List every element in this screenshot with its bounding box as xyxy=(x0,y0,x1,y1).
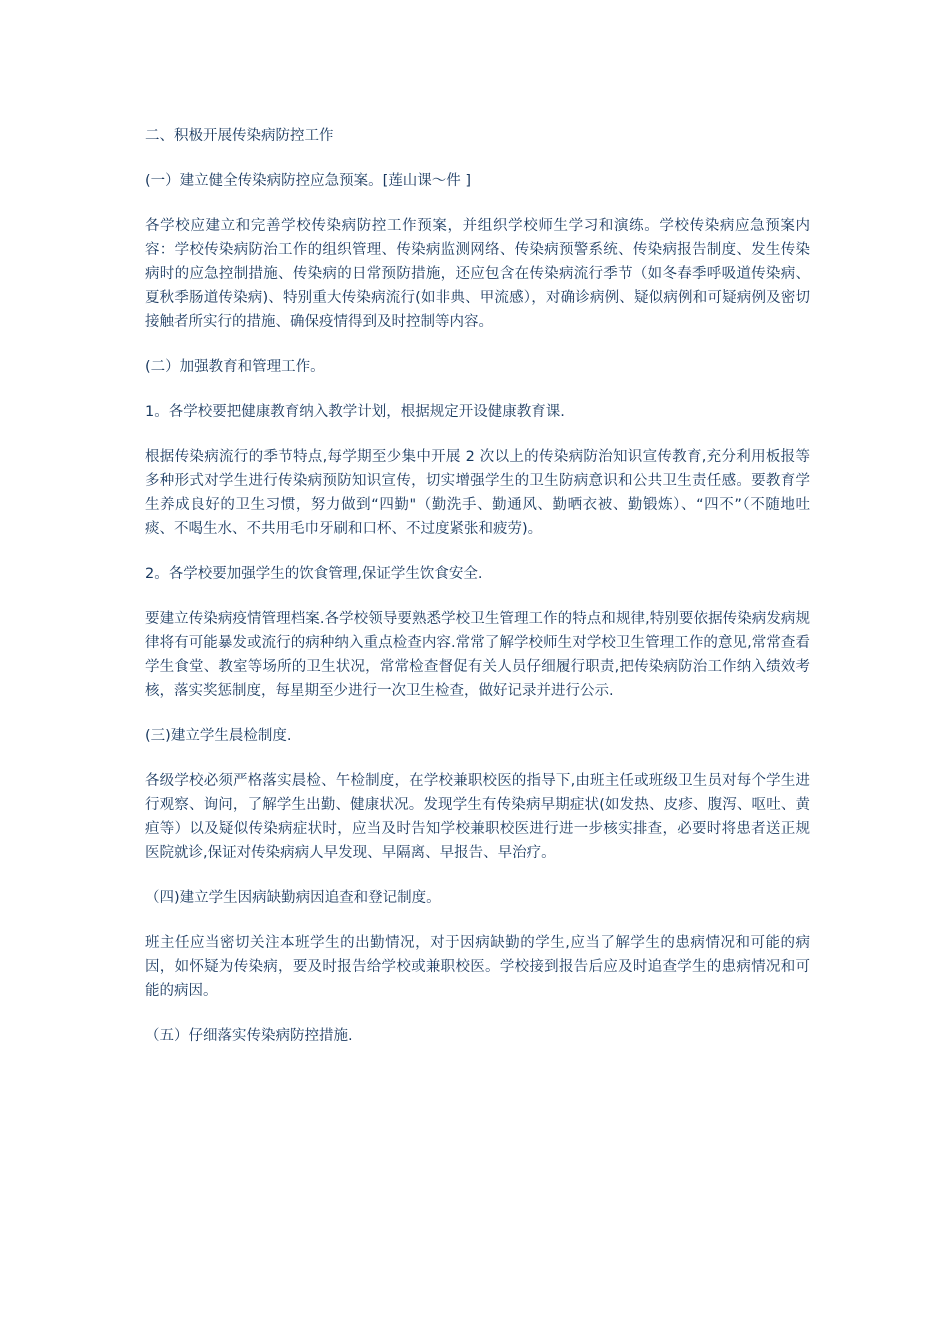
paragraph-4: 各级学校必须严格落实晨检、午检制度，在学校兼职校医的指导下,由班主任或班级卫生员对每个学生进行观察、询问，了解学生出勤、健康状况。发现学生有传染病早期症状(如发热、皮疹、腹泻、呕吐、黄疸等）以及疑似传染病症状时，应当及时告知学校兼职校医进行进一步核实排查，必要时将患者送正规医院就诊,保证对传染病病人早发现、早隔离、早报告、早治疗。 xyxy=(145,773,810,861)
paragraph-5: 班主任应当密切关注本班学生的出勤情况，对于因病缺勤的学生,应当了解学生的患病情况和可能的病因，如怀疑为传染病，要及时报告给学校或兼职校医。学校接到报告后应及时追查学生的患病情况和可能的病因。 xyxy=(145,935,810,999)
paragraph-3: 要建立传染病疫情管理档案.各学校领导要熟悉学校卫生管理工作的特点和规律,特别要依据传染病发病规律将有可能暴发或流行的病种纳入重点检查内容.常常了解学校师生对学校卫生管理工作的意见,常常查看学生食堂、教室等场所的卫生状况，常常检查督促有关人员仔细履行职责,把传染病防治工作纳入绩效考核，落实奖惩制度，每星期至少进行一次卫生检查，做好记录并进行公示. xyxy=(145,611,810,699)
numbered-item-2: 2。各学校要加强学生的饮食管理,保证学生饮食安全. xyxy=(145,566,483,582)
paragraph-2: 根据传染病流行的季节特点,每学期至少集中开展 2 次以上的传染病防治知识宣传教育,充分利用板报等多种形式对学生进行传染病预防知识宣传，切实增强学生的卫生防病意识和公共卫生责任感。要教育学生养成良好的卫生习惯，努力做到“四勤"（勤洗手、勤通风、勤晒衣被、勤锻炼）、“四不”（不随地吐痰、不喝生水、不共用毛巾牙刷和口杯、不过度紧张和疲劳)。 xyxy=(145,449,810,537)
subsection-heading-4: （四)建立学生因病缺勤病因追查和登记制度。 xyxy=(145,890,441,906)
subsection-heading-1: (一）建立健全传染病防控应急预案。[莲山课～件 ] xyxy=(145,173,472,189)
document-page xyxy=(145,124,810,1069)
subsection-heading-3: (三)建立学生晨检制度. xyxy=(145,728,292,744)
paragraph-1: 各学校应建立和完善学校传染病防控工作预案，并组织学校师生学习和演练。学校传染病应急预案内容：学校传染病防治工作的组织管理、传染病监测网络、传染病预警系统、传染病报告制度、发生传染病时的应急控制措施、传染病的日常预防措施，还应包含在传染病流行季节（如冬春季呼吸道传染病、夏秋季肠道传染病)、特别重大传染病流行(如非典、甲流感），对确诊病例、疑似病例和可疑病例及密切接触者所实行的措施、确保疫情得到及时控制等内容。 xyxy=(145,218,810,330)
numbered-item-1: 1。各学校要把健康教育纳入教学计划，根据规定开设健康教育课. xyxy=(145,404,565,420)
subsection-heading-5: （五）仔细落实传染病防控措施. xyxy=(145,1028,353,1044)
subsection-heading-2: (二）加强教育和管理工作。 xyxy=(145,359,325,375)
section-title: 二、积极开展传染病防控工作 xyxy=(145,128,334,144)
